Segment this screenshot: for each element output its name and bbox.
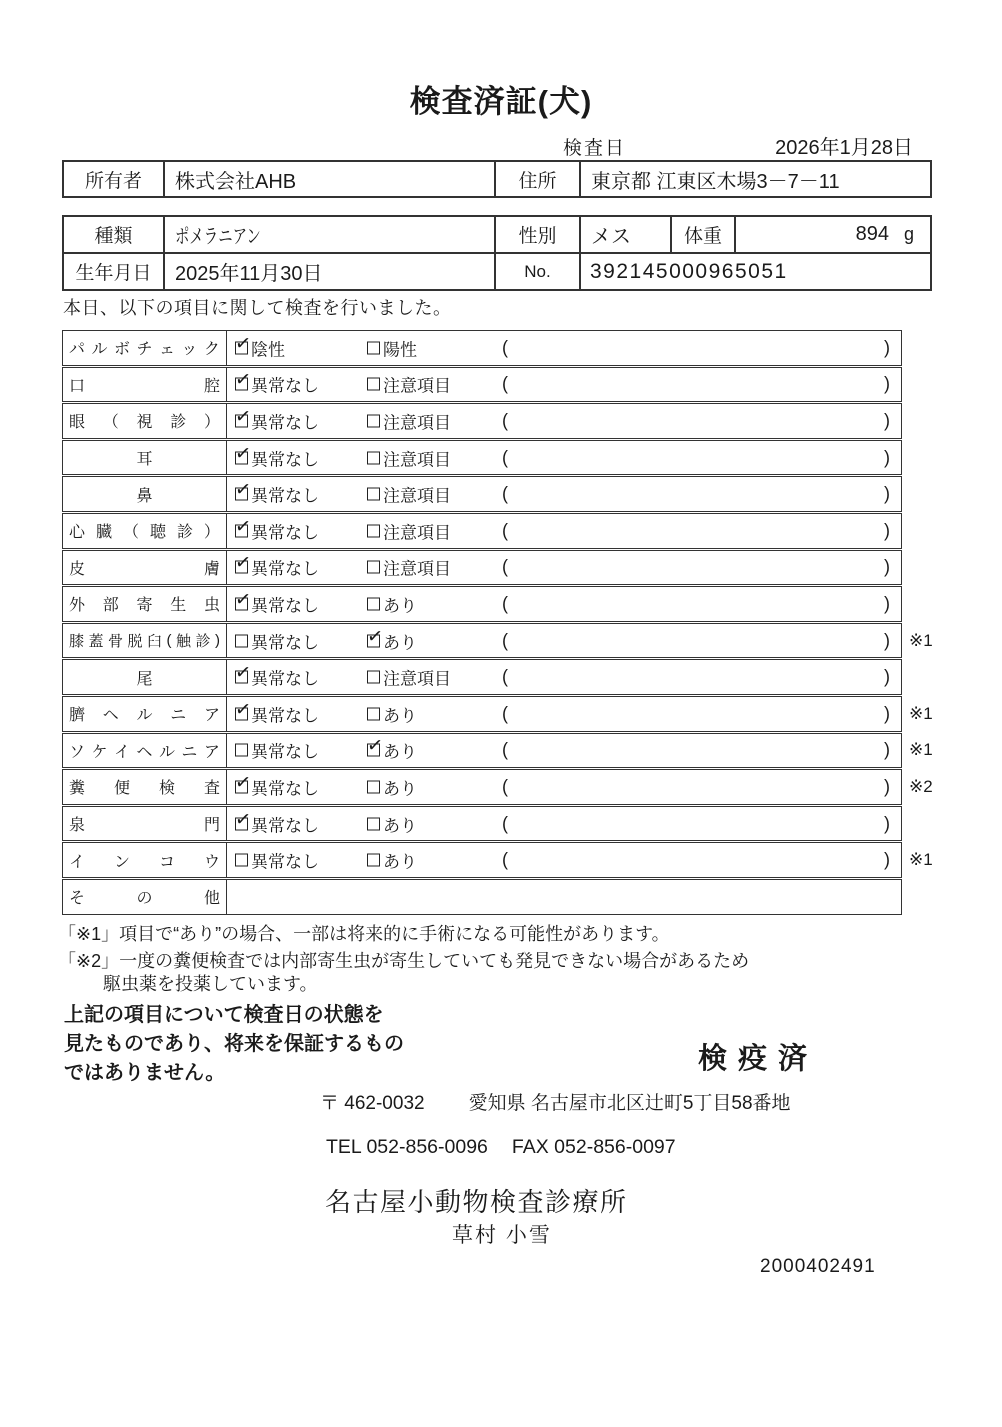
option-1: ✓ 陰性 (235, 335, 285, 360)
exam-row (62, 403, 902, 439)
exam-row-content (227, 331, 901, 365)
paren-close: ) (884, 739, 890, 760)
paren-open: ( (502, 337, 508, 358)
paren-open: ( (502, 520, 508, 541)
exam-row-note: ※1 (909, 630, 933, 650)
exam-row (62, 586, 902, 622)
exam-item-label: そ の 他 (63, 880, 227, 914)
exam-row (62, 769, 933, 805)
fax-number: FAX 052-856-0097 (511, 1136, 676, 1158)
exam-row (62, 513, 902, 549)
paren-close: ) (884, 776, 890, 797)
option-2: 注意項目 (367, 555, 451, 580)
option-2: 注意項目 (367, 372, 451, 397)
exam-row (62, 879, 902, 915)
footer-phone-line (326, 1136, 676, 1159)
checkbox[interactable] (367, 341, 380, 354)
paren-close: ) (884, 703, 890, 724)
exam-row-content (227, 404, 901, 438)
option-1: ✓ 異常なし (235, 372, 319, 397)
exam-row (62, 623, 933, 659)
checkbox[interactable] (367, 597, 380, 610)
exam-row-content (227, 807, 901, 841)
exam-row-content (227, 624, 901, 658)
paren-close: ) (884, 813, 890, 834)
exam-row-note: ※1 (909, 850, 933, 870)
weight-label: 体重 (672, 217, 736, 252)
exam-row-content (227, 880, 901, 914)
exam-row-content (227, 441, 901, 475)
no-label: No. (496, 254, 581, 289)
checkbox[interactable] (235, 744, 248, 757)
checkbox[interactable] (367, 414, 380, 427)
exam-row-content (227, 843, 901, 877)
option-2: 注意項目 (367, 445, 451, 470)
inspection-date-value: 2026年1月28日 (775, 137, 913, 159)
option-2: ✓ あり (367, 628, 417, 653)
option-1: ✓ 異常なし (235, 445, 319, 470)
exam-row-note: ※2 (909, 776, 933, 796)
exam-row-content (227, 734, 901, 768)
exam-item-label: イ ン コ ウ (63, 843, 227, 877)
paren-close: ) (884, 373, 890, 394)
checkbox[interactable] (235, 671, 248, 684)
checkbox[interactable] (235, 488, 248, 501)
exam-row-content (227, 697, 901, 731)
intro-text: 本日、以下の項目に関して検査を行いました。 (63, 298, 452, 318)
checkbox[interactable] (367, 707, 380, 720)
exam-row (62, 842, 933, 878)
footnote-2: 「※2」一度の糞便検査では内部寄生虫が寄生していても発見できない場合があるため (58, 951, 750, 971)
option-2: 陽性 (367, 335, 417, 360)
exam-row (62, 440, 902, 476)
clinic-address: 愛知県 名古屋市北区辻町5丁目58番地 (468, 1093, 791, 1114)
disclaimer-line-1: 上記の項目について検査日の状態を (64, 1004, 384, 1026)
option-2: あり (367, 811, 417, 836)
option-1: 異常なし (235, 738, 319, 763)
exam-row-content (227, 587, 901, 621)
option-2: 注意項目 (367, 665, 451, 690)
paren-open: ( (502, 483, 508, 504)
checkbox[interactable] (367, 561, 380, 574)
checkbox[interactable] (367, 488, 380, 501)
owner-address: 東京都 江東区木場3－7－11 (591, 170, 840, 193)
paren-close: ) (884, 556, 890, 577)
footnote-2-continued: 駆虫薬を投薬しています。 (103, 974, 318, 994)
paren-open: ( (502, 666, 508, 687)
owner-table (62, 160, 932, 198)
checkbox[interactable] (235, 341, 248, 354)
exam-row (62, 476, 902, 512)
disclaimer-line-2: 見たものであり、将来を保証するもの (64, 1033, 404, 1055)
birth-value: 2025年11月30日 (165, 254, 496, 289)
species-label: 種類 (64, 217, 165, 252)
option-2: あり (367, 848, 417, 873)
tel-number: TEL 052-856-0096 (326, 1136, 488, 1158)
paren-open: ( (502, 630, 508, 651)
checkbox[interactable] (367, 524, 380, 537)
paren-open: ( (502, 556, 508, 577)
checkbox[interactable] (235, 780, 248, 793)
checkbox[interactable] (235, 634, 248, 647)
paren-open: ( (502, 703, 508, 724)
exam-item-label: 皮 膚 (63, 551, 227, 585)
species-text: ポメラニアン (175, 226, 261, 248)
address-label: 住所 (496, 162, 581, 196)
paren-open: ( (502, 447, 508, 468)
exam-item-label: 泉 門 (63, 807, 227, 841)
exam-row-note: ※1 (909, 703, 933, 723)
paren-close: ) (884, 483, 890, 504)
option-1: 異常なし (235, 628, 319, 653)
weight-number: 894 (855, 223, 889, 245)
exam-row (62, 659, 902, 695)
checkbox[interactable] (235, 524, 248, 537)
checkbox[interactable] (235, 561, 248, 574)
checkbox[interactable] (367, 634, 380, 647)
no-value: 392145000965051 (590, 259, 788, 283)
option-1: 異常なし (235, 848, 319, 873)
exam-item-label: 膝 蓋 骨 脱 臼 ( 触 診 ) (63, 624, 227, 658)
exam-row-content (227, 368, 901, 402)
option-2: 注意項目 (367, 482, 451, 507)
exam-row (62, 330, 902, 366)
paren-close: ) (884, 666, 890, 687)
footer-address-line (320, 1088, 791, 1115)
checkbox[interactable] (367, 854, 380, 867)
weight-value (736, 217, 930, 252)
exam-item-label: 臍 ヘ ル ニ ア (63, 697, 227, 731)
checkbox[interactable] (235, 378, 248, 391)
clinic-name: 名古屋小動物検査診療所 (325, 1187, 628, 1217)
exam-row-content (227, 660, 901, 694)
option-2: 注意項目 (367, 408, 451, 433)
checkbox[interactable] (235, 817, 248, 830)
inspection-date-label: 検査日 (563, 138, 627, 159)
veterinarian-name: 草村 小雪 (452, 1224, 552, 1247)
disclaimer-line-3: ではありません。 (64, 1062, 226, 1084)
exam-item-label: ソ ケ イ ヘ ル ニ ア (63, 734, 227, 768)
quarantine-stamp: 検疫済 (698, 1043, 819, 1075)
exam-item-label: 外 部 寄 生 虫 (63, 587, 227, 621)
checkbox[interactable] (235, 854, 248, 867)
option-1: ✓ 異常なし (235, 408, 319, 433)
pet-table (62, 215, 932, 291)
option-1: ✓ 異常なし (235, 482, 319, 507)
paren-close: ) (884, 520, 890, 541)
disclaimer (64, 1001, 404, 1088)
species-value (165, 217, 496, 252)
exam-item-label: 鼻 (63, 477, 227, 511)
paren-close: ) (884, 593, 890, 614)
paren-open: ( (502, 813, 508, 834)
page-title: 検査済証(犬) (409, 84, 593, 119)
checkbox[interactable] (235, 597, 248, 610)
paren-close: ) (884, 849, 890, 870)
option-2: あり (367, 591, 417, 616)
sex-value: メス (581, 217, 672, 252)
weight-unit: g (903, 224, 914, 244)
paren-close: ) (884, 447, 890, 468)
exam-item-label: 口 腔 (63, 368, 227, 402)
option-1: ✓ 異常なし (235, 665, 319, 690)
exam-row-content (227, 551, 901, 585)
exam-item-label: 尾 (63, 660, 227, 694)
option-1: ✓ 異常なし (235, 811, 319, 836)
exam-row-content (227, 770, 901, 804)
checkbox[interactable] (367, 671, 380, 684)
exam-row (62, 696, 933, 732)
option-2: あり (367, 774, 417, 799)
exam-item-label: 心 臓 （ 聴 診 ） (63, 514, 227, 548)
paren-open: ( (502, 410, 508, 431)
option-2: 注意項目 (367, 518, 451, 543)
exam-row-content (227, 477, 901, 511)
option-1: ✓ 異常なし (235, 555, 319, 580)
paren-close: ) (884, 630, 890, 651)
sex-label: 性別 (496, 217, 581, 252)
owner-name: 株式会社AHB (165, 162, 496, 196)
paren-close: ) (884, 410, 890, 431)
paren-close: ) (884, 337, 890, 358)
option-1: ✓ 異常なし (235, 774, 319, 799)
serial-number: 2000402491 (760, 1256, 876, 1277)
option-1: ✓ 異常なし (235, 518, 319, 543)
owner-label: 所有者 (64, 162, 165, 196)
paren-open: ( (502, 593, 508, 614)
exam-table (62, 330, 933, 916)
postal-code: 〒 462-0032 (320, 1093, 425, 1114)
paren-open: ( (502, 373, 508, 394)
option-1: ✓ 異常なし (235, 701, 319, 726)
exam-item-label: 糞 便 検 査 (63, 770, 227, 804)
exam-item-label: 眼 （ 視 診 ） (63, 404, 227, 438)
paren-open: ( (502, 739, 508, 760)
checkbox[interactable] (367, 744, 380, 757)
checkbox[interactable] (235, 451, 248, 464)
option-1: ✓ 異常なし (235, 591, 319, 616)
exam-row (62, 733, 933, 769)
checkbox[interactable] (235, 414, 248, 427)
exam-row-note: ※1 (909, 740, 933, 760)
checkbox[interactable] (367, 817, 380, 830)
exam-row-content (227, 514, 901, 548)
footnote-1: 「※1」項目で“あり”の場合、一部は将来的に手術になる可能性があります。 (58, 924, 670, 944)
checkbox[interactable] (367, 451, 380, 464)
exam-item-label: 耳 (63, 441, 227, 475)
exam-row (62, 367, 902, 403)
exam-item-label: パ ル ボ チ ェ ッ ク (63, 331, 227, 365)
checkbox[interactable] (235, 707, 248, 720)
exam-row (62, 550, 902, 586)
exam-row (62, 806, 902, 842)
checkbox[interactable] (367, 780, 380, 793)
option-2: あり (367, 701, 417, 726)
paren-open: ( (502, 776, 508, 797)
option-2: ✓ あり (367, 738, 417, 763)
checkbox[interactable] (367, 378, 380, 391)
birth-label: 生年月日 (64, 254, 165, 289)
paren-open: ( (502, 849, 508, 870)
